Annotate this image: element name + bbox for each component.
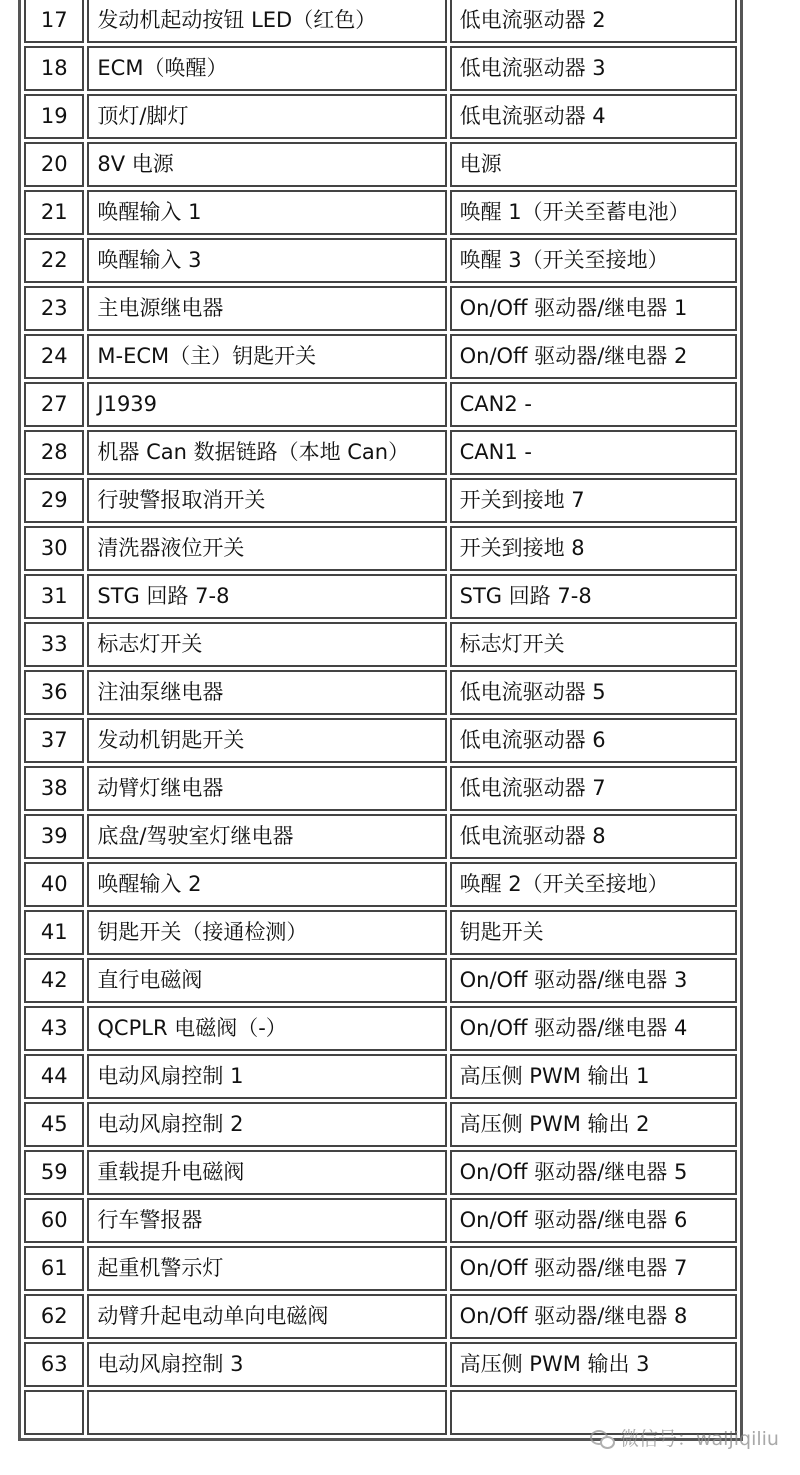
table-row (24, 958, 737, 1003)
pin-number-cell: 19 (24, 94, 84, 139)
function-cell (87, 1390, 446, 1435)
pin-number-cell: 36 (24, 670, 84, 715)
function-cell: 主电源继电器 (87, 286, 446, 331)
driver-cell: 高压侧 PWM 输出 3 (450, 1342, 737, 1387)
pin-number-cell: 21 (24, 190, 84, 235)
pin-number-cell: 63 (24, 1342, 84, 1387)
driver-cell: 低电流驱动器 6 (450, 718, 737, 763)
table-row (24, 142, 737, 187)
pin-number-cell: 31 (24, 574, 84, 619)
table-row (24, 814, 737, 859)
function-cell: 注油泵继电器 (87, 670, 446, 715)
table-row (24, 718, 737, 763)
driver-cell: 标志灯开关 (450, 622, 737, 667)
table-row (24, 430, 737, 475)
driver-cell: 钥匙开关 (450, 910, 737, 955)
table-row (24, 286, 737, 331)
pin-number-cell: 45 (24, 1102, 84, 1147)
table-row (24, 238, 737, 283)
pin-number-cell: 24 (24, 334, 84, 379)
driver-cell: On/Off 驱动器/继电器 8 (450, 1294, 737, 1339)
pin-number-cell: 38 (24, 766, 84, 811)
function-cell: 直行电磁阀 (87, 958, 446, 1003)
driver-cell: 低电流驱动器 8 (450, 814, 737, 859)
table-row (24, 94, 737, 139)
function-cell: 唤醒输入 1 (87, 190, 446, 235)
wechat-watermark (590, 1424, 779, 1451)
table-row (24, 1246, 737, 1291)
driver-cell: 低电流驱动器 7 (450, 766, 737, 811)
table-row (24, 1054, 737, 1099)
pin-number-cell: 41 (24, 910, 84, 955)
function-cell: 行车警报器 (87, 1198, 446, 1243)
function-cell: 清洗器液位开关 (87, 526, 446, 571)
table-row (24, 1150, 737, 1195)
table-row (24, 622, 737, 667)
table-row (24, 1294, 737, 1339)
function-cell: 动臂升起电动单向电磁阀 (87, 1294, 446, 1339)
pin-assignment-table (18, 0, 743, 1441)
function-cell: 电动风扇控制 3 (87, 1342, 446, 1387)
pin-number-cell: 17 (24, 0, 84, 43)
table-row (24, 334, 737, 379)
function-cell: 8V 电源 (87, 142, 446, 187)
driver-cell: On/Off 驱动器/继电器 3 (450, 958, 737, 1003)
driver-cell: On/Off 驱动器/继电器 1 (450, 286, 737, 331)
table-row (24, 910, 737, 955)
pin-number-cell: 22 (24, 238, 84, 283)
driver-cell: CAN2 - (450, 382, 737, 427)
pin-number-cell: 20 (24, 142, 84, 187)
function-cell: 唤醒输入 3 (87, 238, 446, 283)
function-cell: 动臂灯继电器 (87, 766, 446, 811)
driver-cell: CAN1 - (450, 430, 737, 475)
driver-cell: On/Off 驱动器/继电器 4 (450, 1006, 737, 1051)
driver-cell: 高压侧 PWM 输出 1 (450, 1054, 737, 1099)
driver-cell: 唤醒 3（开关至接地） (450, 238, 737, 283)
driver-cell: On/Off 驱动器/继电器 7 (450, 1246, 737, 1291)
pin-number-cell: 30 (24, 526, 84, 571)
table-row (24, 862, 737, 907)
table-row (24, 574, 737, 619)
table-row (24, 0, 737, 43)
pin-number-cell: 40 (24, 862, 84, 907)
pin-number-cell: 27 (24, 382, 84, 427)
function-cell: 钥匙开关（接通检测） (87, 910, 446, 955)
table-row (24, 526, 737, 571)
pin-number-cell: 37 (24, 718, 84, 763)
function-cell: 底盘/驾驶室灯继电器 (87, 814, 446, 859)
driver-cell: On/Off 驱动器/继电器 2 (450, 334, 737, 379)
driver-cell: 开关到接地 8 (450, 526, 737, 571)
pin-number-cell (24, 1390, 84, 1435)
table-row (24, 46, 737, 91)
pin-number-cell: 18 (24, 46, 84, 91)
pin-number-cell: 33 (24, 622, 84, 667)
function-cell: 重载提升电磁阀 (87, 1150, 446, 1195)
function-cell: 行驶警报取消开关 (87, 478, 446, 523)
pin-table-body (24, 0, 737, 1435)
function-cell: J1939 (87, 382, 446, 427)
function-cell: 起重机警示灯 (87, 1246, 446, 1291)
pin-number-cell: 29 (24, 478, 84, 523)
pin-table-container (18, 0, 743, 1441)
driver-cell: 低电流驱动器 4 (450, 94, 737, 139)
pin-number-cell: 59 (24, 1150, 84, 1195)
pin-number-cell: 39 (24, 814, 84, 859)
function-cell: 顶灯/脚灯 (87, 94, 446, 139)
pin-number-cell: 62 (24, 1294, 84, 1339)
driver-cell: On/Off 驱动器/继电器 5 (450, 1150, 737, 1195)
driver-cell: 低电流驱动器 5 (450, 670, 737, 715)
table-row (24, 1102, 737, 1147)
table-row (24, 1198, 737, 1243)
table-row (24, 766, 737, 811)
table-row (24, 478, 737, 523)
function-cell: ECM（唤醒） (87, 46, 446, 91)
driver-cell: 低电流驱动器 3 (450, 46, 737, 91)
table-row (24, 1342, 737, 1387)
function-cell: 唤醒输入 2 (87, 862, 446, 907)
pin-number-cell: 23 (24, 286, 84, 331)
pin-number-cell: 60 (24, 1198, 84, 1243)
driver-cell: 唤醒 1（开关至蓄电池） (450, 190, 737, 235)
table-row (24, 382, 737, 427)
wechat-icon (590, 1429, 614, 1447)
table-row (24, 1006, 737, 1051)
driver-cell: 电源 (450, 142, 737, 187)
driver-cell: STG 回路 7-8 (450, 574, 737, 619)
pin-number-cell: 42 (24, 958, 84, 1003)
driver-cell: 唤醒 2（开关至接地） (450, 862, 737, 907)
function-cell: STG 回路 7-8 (87, 574, 446, 619)
function-cell: 标志灯开关 (87, 622, 446, 667)
driver-cell: On/Off 驱动器/继电器 6 (450, 1198, 737, 1243)
pin-number-cell: 44 (24, 1054, 84, 1099)
pin-number-cell: 61 (24, 1246, 84, 1291)
table-row (24, 670, 737, 715)
watermark-text: 微信号：waijiqiliu (620, 1428, 779, 1450)
function-cell: 发动机起动按钮 LED（红色） (87, 0, 446, 43)
pin-number-cell: 43 (24, 1006, 84, 1051)
function-cell: 电动风扇控制 2 (87, 1102, 446, 1147)
driver-cell: 高压侧 PWM 输出 2 (450, 1102, 737, 1147)
function-cell: QCPLR 电磁阀（-） (87, 1006, 446, 1051)
function-cell: 发动机钥匙开关 (87, 718, 446, 763)
function-cell: M-ECM（主）钥匙开关 (87, 334, 446, 379)
driver-cell: 低电流驱动器 2 (450, 0, 737, 43)
table-row (24, 190, 737, 235)
function-cell: 电动风扇控制 1 (87, 1054, 446, 1099)
function-cell: 机器 Can 数据链路（本地 Can） (87, 430, 446, 475)
driver-cell: 开关到接地 7 (450, 478, 737, 523)
pin-number-cell: 28 (24, 430, 84, 475)
